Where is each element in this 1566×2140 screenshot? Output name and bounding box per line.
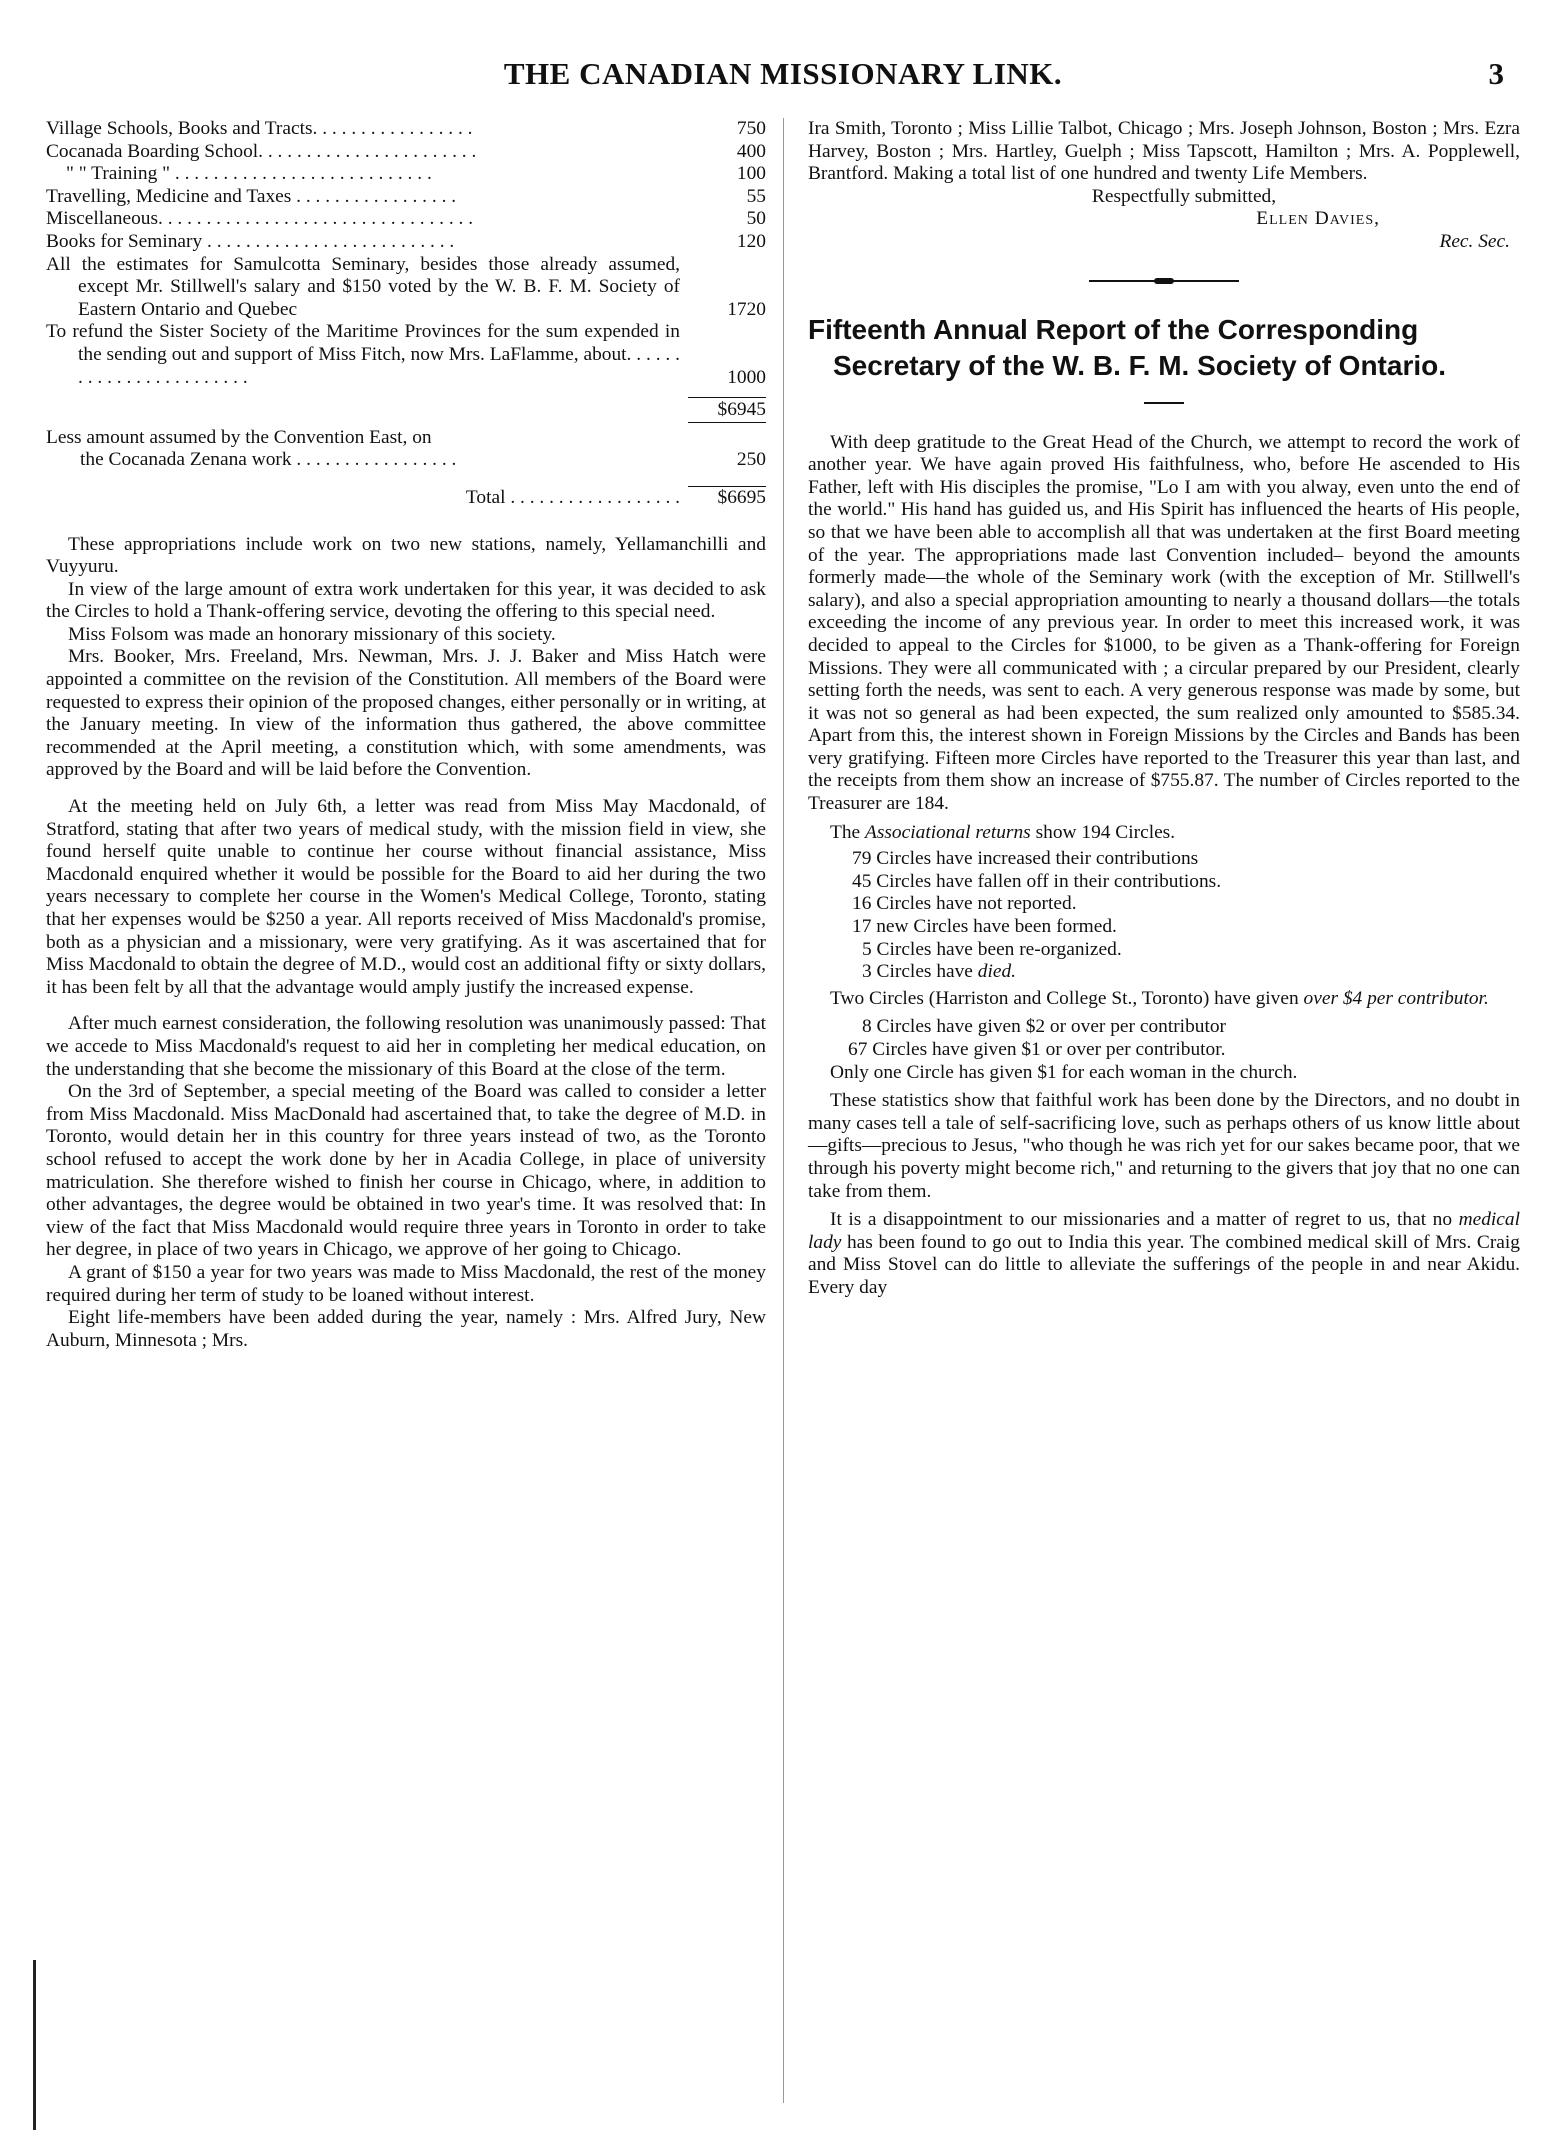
budget-amount: 120: [736, 230, 766, 252]
stat-line: 16 Circles have not reported.: [852, 893, 1077, 915]
stat-line: 8 Circles have given $2 or over per contributor: [862, 1016, 1227, 1038]
paragraph: A grant of $150 a year for two years was made to Miss Macdonald, the rest of the money required during her term of study to be loaned without interest.: [46, 1261, 766, 1306]
budget-amount: 750: [736, 118, 766, 139]
last-ital: medical lady: [808, 1209, 1520, 1253]
stat-died-ital: died.: [977, 961, 1017, 983]
last-pre: It is a disappointment to our missionaries and a matter of regret to us, that no: [830, 1209, 1459, 1231]
paragraph: After much earnest consideration, the following resolution was unanimously passed: That we accede to Miss Macdonald's request to aid her in completing her medical education, on the understanding that she become the missionary of this Board at the close of the term.: [46, 1013, 766, 1080]
budget-label: Travelling, Medicine and Taxes . . . . . . . . . . . . . . . . .: [46, 185, 457, 207]
associational-line: [808, 822, 1520, 845]
stat-line: [808, 961, 1520, 984]
budget-amount: 400: [736, 140, 766, 162]
budget-less-line: [46, 427, 766, 472]
paragraph: At the meeting held on July 6th, a letter was read from Miss May Macdonald, of Stratford, stating that after two years of medical study, with the mission field in view, she found herself quite unable to continue her course without financial assistance, Miss Macdonald enquired whether it would be possible for the Board to aid her during the two years necessary to complete her course in the Women's Medical College, Toronto, stating that her expenses would be $250 a year. All reports received of Miss Macdonald's promise, both as a physician and a missionary, were very gratifying. As it was ascertained that for Miss Macdonald to obtain the degree of M.D., would cost an additional fifty or sixty dollars, it has been felt by all that the advantage would amply justify the increased expense.: [46, 796, 766, 998]
budget-amount: 55: [746, 185, 766, 207]
title-rule: [1144, 402, 1184, 404]
stat-line: 17 new Circles have been formed.: [852, 916, 1117, 938]
assoc-post: show 194 Circles.: [1030, 821, 1176, 843]
left-column: [46, 118, 766, 1352]
less-text: Less amount assumed by the Convention East, on: [46, 426, 432, 448]
budget-table: [46, 118, 766, 510]
budget-label: All the estimates for Samulcotta Seminary, besides those already assumed, except Mr. Stillwell's salary and $150 voted by the W. B. F. M. Society of Eastern Ontario and Quebec: [46, 253, 680, 320]
less-text-2: the Cocanada Zenana work . . . . . . . . . . . . . . . . .: [80, 449, 457, 471]
paragraph: Eight life-members have been added during the year, namely : Mrs. Alfred Jury, New Auburn, Minnesota ; Mrs.: [46, 1307, 766, 1351]
budget-label: Village Schools, Books and Tracts. . . . . . . . . . . . . . . . .: [46, 118, 473, 139]
stat-line: 67 Circles have given $1 or over per contributor.: [848, 1039, 1226, 1060]
budget-amount: 1000: [727, 366, 766, 388]
budget-row: [46, 186, 766, 209]
budget-label: " " Training " . . . . . . . . . . . . . . . . . . . . . . . . . . .: [66, 163, 432, 185]
stat-line: 79 Circles have increased their contributions: [852, 848, 1199, 870]
paragraph: Miss Folsom was made an honorary missionary of this society.: [68, 623, 556, 645]
budget-amount: 100: [736, 163, 766, 185]
two-circles-ital: over $4 per contributor.: [1303, 987, 1489, 1009]
two-circles-line: [808, 988, 1520, 1011]
paragraph: These appropriations include work on two new stations, namely, Yellamanchilli and Vuyyuru.: [46, 533, 766, 578]
paragraph: Only one Circle has given $1 for each woman in the church.: [830, 1061, 1298, 1083]
budget-label: Miscellaneous. . . . . . . . . . . . . . . . . . . . . . . . . . . . . . . . .: [46, 208, 474, 230]
assoc-pre: The: [830, 821, 865, 843]
total-amount: $6695: [688, 486, 766, 510]
paragraph: Mrs. Booker, Mrs. Freeland, Mrs. Newman, Mrs. J. J. Baker and Miss Hatch were appointed a committee on the revision of the Constitution. All members of the Board were requested to express their opinion of the proposed changes, either personally or in writing, at the January meeting. In view of the information thus gathered, the above committee recommended at the April meeting, a constitution which, with some amendments, was approved by the Board and will be laid before the Convention.: [46, 646, 766, 781]
less-amount: 250: [736, 449, 766, 471]
signature-title: Rec. Sec.: [1439, 230, 1510, 252]
column-divider: [783, 118, 784, 2103]
budget-label: To refund the Sister Society of the Maritime Provinces for the sum expended in the sending out and support of Miss Fitch, now Mrs. LaFlamme, about. . . . . . . . . . . . . . . . . . . . . . . .: [46, 321, 680, 388]
stat-line: 5 Circles have been re-organized.: [862, 938, 1122, 960]
paragraph: [808, 1209, 1520, 1299]
budget-row: [46, 231, 766, 254]
last-post: has been found to go out to India this year. The combined medical skill of Mrs. Craig and Miss Stovel can do little to alleviate the sufferings of the people in and near Akidu. Every day: [808, 1231, 1520, 1298]
paragraph: These statistics show that faithful work has been done by the Directors, and no doubt in many cases tell a tale of self-sacrificing love, such as perhaps others of us know little about—gifts—precious to Jesus, "who though he was rich yet for our sakes became poor, that we through his poverty might become rich," and returning to the givers that joy that no one can take from them.: [808, 1090, 1520, 1202]
budget-row: [46, 254, 766, 322]
report-title: Fifteenth Annual Report of the Corresponding Secretary of the W. B. F. M. Society of Ontario.: [808, 313, 1447, 381]
page-header: [60, 56, 1506, 96]
total-label: Total . . . . . . . . . . . . . . . . . .: [465, 486, 680, 508]
budget-label: Cocanada Boarding School. . . . . . . . . . . . . . . . . . . . . . .: [46, 140, 477, 162]
budget-row: [46, 208, 766, 231]
signature-closing: Respectfully submitted,: [1091, 185, 1277, 207]
stat-died-pre: 3 Circles have: [862, 961, 978, 983]
budget-row: [46, 141, 766, 164]
section-ornament: [1089, 280, 1239, 282]
paragraph: With deep gratitude to the Great Head of the Church, we attempt to record the work of another year. We have again proved His faithfulness, who, before He ascended to His Father, left with His disciples the promise, "Lo I am with you alway, even unto the end of the world." His hand has guided us, and His Spirit has influenced the hearts of His people, so that we have been able to accomplish all that was undertaken at the first Board meeting of the year. The appropriations made last Convention included– beyond the amounts formerly made—the whole of the Seminary work (with the exception of Mr. Stillwell's salary), and also a special appropriation amounting to nearly a thousand dollars—the totals exceeding the income of any previous year. In order to meet this increased work, it was decided to appeal to the Circles for $1000, to be given as a Thank-offering for Foreign Missions. They were all communicated with ; a circular prepared by our President, clearly setting forth the needs, was sent to each. A very generous response was made by some, but it was not so general as had been expected, the sum realized only amounted to $585.34. Apart from this, the interest shown in Foreign Missions by the Circles and Bands has been very gratifying. Fifteen more Circles have reported to the Treasurer this year than last, and the receipts from them show an increase of $755.87. The number of Circles reported to the Treasurer are 184.: [808, 431, 1520, 815]
budget-label: Books for Seminary . . . . . . . . . . . . . . . . . . . . . . . . . .: [46, 230, 455, 252]
less-row: [46, 449, 766, 472]
right-column: [808, 118, 1520, 1300]
budget-row: [46, 163, 766, 186]
budget-total: [46, 486, 766, 510]
page-number: 3: [1488, 56, 1504, 91]
budget-amount: 1720: [727, 298, 766, 320]
signature-name: Ellen Davies,: [1256, 208, 1380, 230]
budget-row: [46, 321, 766, 389]
margin-bar: [33, 1960, 36, 2130]
paragraph: On the 3rd of September, a special meeting of the Board was called to consider a letter from Miss Macdonald. Miss MacDonald had ascertained that, to take the degree of M.D. in Toronto, would detain her in this country for three years instead of two, as the Toronto school refused to accept the work done by her in Acadia College, in place of university matriculation. She therefore wished to finish her course in Chicago, where, in addition to other advantages, the degree would be obtained in two year's time. It was resolved that: In view of the fact that Miss Macdonald would require three years in Toronto in order to take her degree, in place of two years in Chicago, we approve of her going to Chicago.: [46, 1081, 766, 1261]
assoc-ital: Associational returns: [865, 821, 1031, 843]
budget-amount: 50: [746, 208, 766, 230]
paragraph: Ira Smith, Toronto ; Miss Lillie Talbot, Chicago ; Mrs. Joseph Johnson, Boston ; Mrs. Ezra Harvey, Boston ; Mrs. Hartley, Guelph ; Miss Tapscott, Hamilton ; Mrs. A. Popplewell, Brantford. Making a total list of one hundred and twenty Life Members.: [808, 118, 1520, 185]
two-circles-pre: Two Circles (Harriston and College St., Toronto) have given: [830, 987, 1304, 1009]
page-title: THE CANADIAN MISSIONARY LINK.: [503, 56, 1063, 91]
budget-row: [46, 118, 766, 141]
budget-subtotal: [46, 397, 766, 423]
subtotal-amount: $6945: [688, 397, 766, 423]
stat-line: 45 Circles have fallen off in their contributions.: [852, 870, 1222, 892]
paragraph: In view of the large amount of extra work undertaken for this year, it was decided to ask the Circles to hold a Thank-offering service, devoting the offering to this special need.: [46, 578, 766, 623]
